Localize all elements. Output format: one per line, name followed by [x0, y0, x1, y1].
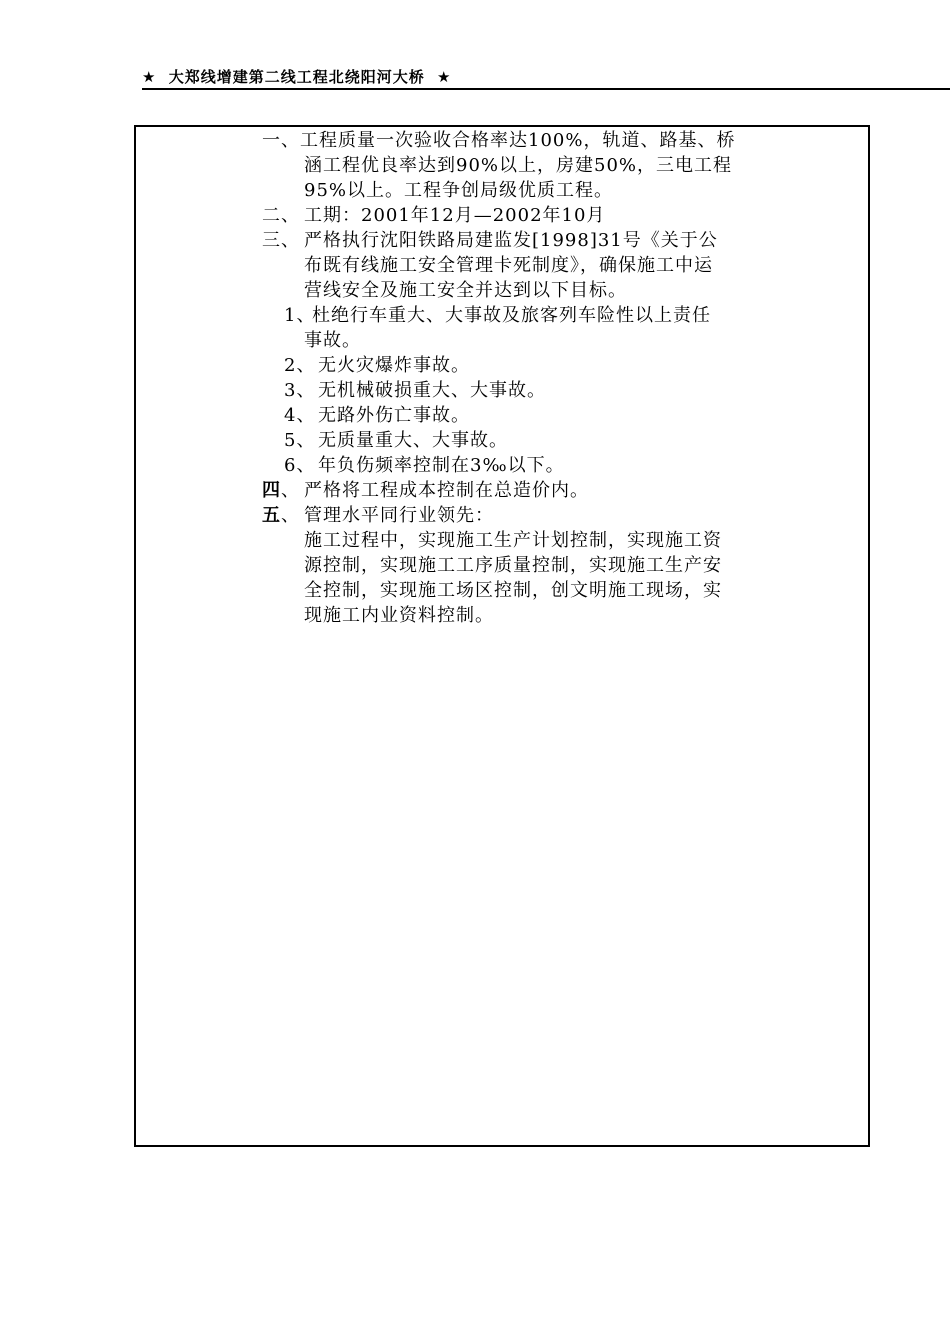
sub-item-1-number: 1、 — [284, 305, 316, 326]
sub-item-2-text: 无火灾爆炸事故。 — [318, 355, 470, 376]
star-left: ★ — [142, 68, 157, 86]
sub-item-6-text: 年负伤频率控制在3‰以下。 — [318, 455, 565, 476]
running-header-text — [142, 66, 451, 87]
sub-item-3-number: 3、 — [284, 380, 316, 401]
item-5-text: 管理水平同行业领先： — [304, 505, 494, 526]
sub-item-5-text: 无质量重大、大事故。 — [318, 430, 508, 451]
item-5-line-3: 全控制，实现施工场区控制，创文明施工现场，实 — [304, 580, 722, 601]
sub-item-1-line-1: 杜绝行车重大、大事故及旅客列车险性以上责任 — [312, 305, 711, 326]
star-right: ★ — [436, 68, 452, 86]
item-1-line-1: 工程质量一次验收合格率达100%，轨道、路基、桥 — [300, 130, 736, 151]
item-4-separator: 、 — [281, 480, 300, 501]
item-3-line-1: 严格执行沈阳铁路局建监发[1998]31号《关于公 — [304, 230, 718, 251]
item-3-number: 三、 — [262, 230, 300, 251]
item-5-line-1: 施工过程中，实现施工生产计划控制，实现施工资 — [304, 530, 722, 551]
item-4-number: 四 — [262, 480, 281, 501]
sub-item-1-line-2: 事故。 — [304, 330, 361, 351]
item-2-text: 工期：2001年12月—2002年10月 — [304, 205, 606, 226]
item-4-text: 严格将工程成本控制在总造价内。 — [304, 480, 589, 501]
item-5-number: 五 — [262, 505, 281, 526]
sub-item-5-number: 5、 — [284, 430, 316, 451]
item-2-number: 二、 — [262, 205, 300, 226]
item-5-line-2: 源控制，实现施工工序质量控制，实现施工生产安 — [304, 555, 722, 576]
sub-item-4-number: 4、 — [284, 405, 316, 426]
sub-item-3-text: 无机械破损重大、大事故。 — [318, 380, 546, 401]
item-1-line-3: 95%以上。工程争创局级优质工程。 — [304, 180, 614, 201]
running-header — [142, 64, 950, 90]
item-5-separator: 、 — [281, 505, 300, 526]
item-5-line-4: 现施工内业资料控制。 — [304, 605, 494, 626]
item-3-line-3: 营线安全及施工安全并达到以下目标。 — [304, 280, 627, 301]
header-title: 大郑线增建第二线工程北绕阳河大桥 — [168, 68, 425, 86]
item-3-line-2: 布既有线施工安全管理卡死制度》，确保施工中运 — [304, 255, 713, 276]
sub-item-6-number: 6、 — [284, 455, 316, 476]
item-1-number: 一、 — [262, 130, 300, 151]
item-1-line-2: 涵工程优良率达到90%以上，房建50%，三电工程 — [304, 155, 733, 176]
sub-item-2-number: 2、 — [284, 355, 316, 376]
sub-item-4-text: 无路外伤亡事故。 — [318, 405, 470, 426]
